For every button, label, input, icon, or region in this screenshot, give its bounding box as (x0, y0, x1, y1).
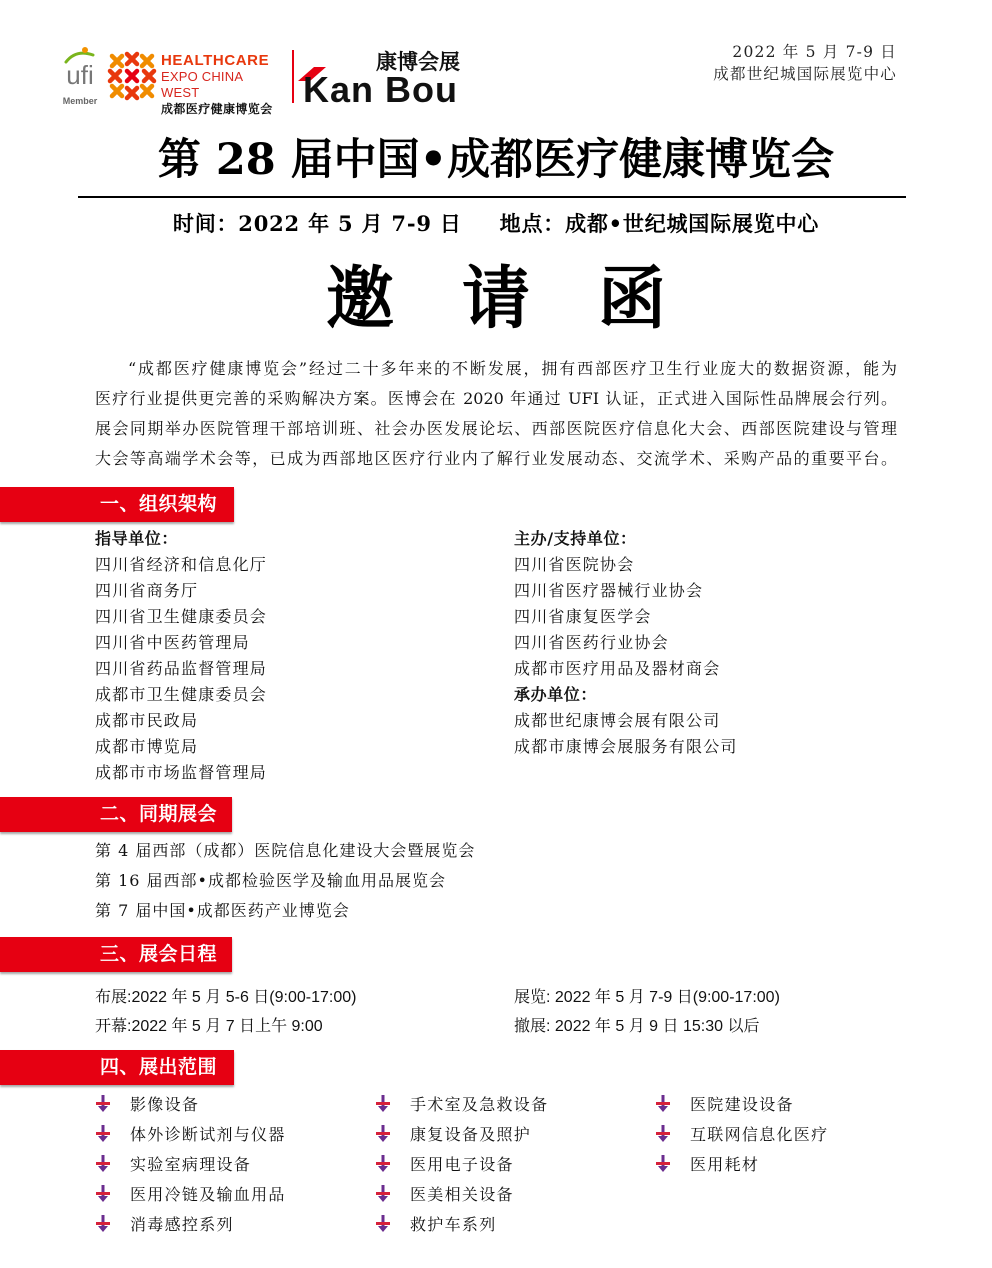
list-item (95, 1180, 286, 1210)
list-item (375, 1180, 548, 1210)
scope-column-2 (375, 1090, 548, 1240)
scope-item-label: 康复设备及照护 (410, 1125, 532, 1144)
list-item: 四川省卫生健康委员会 (95, 607, 268, 626)
ufi-wordmark: ufi (66, 60, 94, 90)
list-item (375, 1090, 548, 1120)
section-heading-concurrent: 二、同期展会 (0, 797, 232, 832)
intro-line: “成都医疗健康博览会”经过二十多年来的不断发展，拥有西部医疗卫生行业庞大的数据资源，能为 (128, 359, 897, 378)
schedule-setup: 布展:2022 年 5 月 5-6 日(9:00-17:00) (95, 989, 357, 1006)
title-divider (78, 196, 906, 198)
scope-item-label: 医用电子设备 (410, 1155, 514, 1174)
list-item: 第 4 届西部（成都）医院信息化建设大会暨展览会 (95, 841, 476, 860)
bullet-arrow-icon (375, 1125, 391, 1143)
scope-item-label: 医院建设设备 (690, 1095, 794, 1114)
scope-item-label: 消毒感控系列 (130, 1215, 234, 1234)
list-item (95, 1120, 286, 1150)
list-item: 四川省药品监督管理局 (95, 659, 268, 678)
list-item: 四川省医疗器械行业协会 (514, 581, 704, 600)
event-time: 时间：2022 年 5 月 7-9 日 (172, 211, 462, 236)
list-item (375, 1120, 548, 1150)
intro-paragraph (95, 354, 897, 474)
list-item (375, 1210, 548, 1240)
organizer-units-label: 承办单位： (514, 685, 598, 704)
host-units-label: 主办/支持单位： (514, 529, 637, 548)
list-item: 四川省商务厅 (95, 581, 199, 600)
list-item: 成都市医疗用品及器材商会 (514, 659, 721, 678)
list-item: 第 16 届西部•成都检验医学及输血用品展览会 (95, 871, 446, 890)
logo-divider (292, 50, 294, 103)
expo-logo-line-2: EXPO CHINA WEST (161, 69, 243, 100)
list-item (655, 1090, 828, 1120)
ufi-member-label: Member (62, 96, 98, 106)
bullet-arrow-icon (655, 1125, 671, 1143)
kanbou-logo-chinese: 康博会展 (376, 50, 460, 74)
event-place: 地点：成都•世纪城国际展览中心 (499, 211, 820, 236)
guide-units-label: 指导单位： (95, 529, 179, 548)
list-item (95, 1150, 286, 1180)
list-item: 成都世纪康博会展有限公司 (514, 711, 721, 730)
list-item: 四川省医院协会 (514, 555, 635, 574)
scope-item-label: 医用冷链及输血用品 (130, 1185, 286, 1204)
bullet-arrow-icon (375, 1185, 391, 1203)
event-time-place (0, 210, 992, 238)
list-item: 四川省经济和信息化厅 (95, 555, 268, 574)
intro-line: 医疗行业提供更完善的采购解决方案。医博会在 2020 年通过 UFI 认证，正式进入国际性品牌展会行列。 (95, 389, 897, 408)
bullet-arrow-icon (95, 1215, 111, 1233)
header-event-info (713, 41, 897, 85)
healthcare-expo-logo-icon (107, 51, 157, 101)
kanbou-logo-english: Kan Bou (303, 69, 458, 110)
list-item: 四川省康复医学会 (514, 607, 652, 626)
scope-item-label: 医用耗材 (690, 1155, 760, 1174)
list-item: 四川省医药行业协会 (514, 633, 669, 652)
section-heading-organization: 一、组织架构 (0, 487, 234, 522)
scope-item-label: 手术室及急救设备 (410, 1095, 549, 1114)
list-item: 成都市康博会展服务有限公司 (514, 737, 738, 756)
schedule-exhibition: 展览: 2022 年 5 月 7-9 日(9:00-17:00) (514, 989, 780, 1006)
bullet-arrow-icon (655, 1095, 671, 1113)
page-title: 第 28 届中国•成都医疗健康博览会 (157, 135, 835, 185)
scope-item-label: 救护车系列 (410, 1215, 497, 1234)
invitation-heading: 邀 请 函 (325, 260, 666, 339)
expo-logo-line-3: 成都医疗健康博览会 (161, 102, 273, 116)
list-item (655, 1120, 828, 1150)
scope-item-label: 医美相关设备 (410, 1185, 514, 1204)
list-item (95, 1210, 286, 1240)
bullet-arrow-icon (375, 1095, 391, 1113)
bullet-arrow-icon (655, 1155, 671, 1173)
list-item (375, 1150, 548, 1180)
concurrent-expos-list (95, 836, 475, 926)
bullet-arrow-icon (95, 1125, 111, 1143)
guide-units-column (95, 526, 267, 786)
schedule-left-column (95, 983, 356, 1041)
list-item: 成都市卫生健康委员会 (95, 685, 268, 704)
list-item: 第 7 届中国•成都医药产业博览会 (95, 901, 350, 920)
section-heading-schedule: 三、展会日程 (0, 937, 232, 972)
header-venue: 成都世纪城国际展览中心 (713, 65, 897, 83)
list-item (95, 1090, 286, 1120)
intro-line: 展会同期举办医院管理干部培训班、社会办医发展论坛、西部医院医疗信息化大会、西部医院建设与管理 (95, 419, 897, 438)
schedule-teardown: 撤展: 2022 年 5 月 9 日 15:30 以后 (514, 1018, 760, 1035)
list-item (655, 1150, 828, 1180)
ufi-member-logo (60, 46, 100, 106)
expo-logo-line-1: HEALTHCARE (161, 52, 270, 69)
header-date: 2022 年 5 月 7-9 日 (732, 43, 897, 61)
list-item: 四川省中医药管理局 (95, 633, 250, 652)
list-item: 成都市市场监督管理局 (95, 763, 268, 782)
bullet-arrow-icon (375, 1155, 391, 1173)
list-item: 成都市民政局 (95, 711, 199, 730)
scope-item-label: 影像设备 (130, 1095, 200, 1114)
list-item: 成都市博览局 (95, 737, 199, 756)
schedule-opening: 开幕:2022 年 5 月 7 日上午 9:00 (95, 1018, 323, 1035)
scope-item-label: 体外诊断试剂与仪器 (130, 1125, 286, 1144)
bullet-arrow-icon (95, 1095, 111, 1113)
scope-item-label: 实验室病理设备 (130, 1155, 252, 1174)
bullet-arrow-icon (375, 1215, 391, 1233)
scope-item-label: 互联网信息化医疗 (690, 1125, 829, 1144)
intro-line: 大会等高端学术会等，已成为西部地区医疗行业内了解行业发展动态、交流学术、采购产品的重要平台。 (95, 449, 897, 468)
section-heading-scope: 四、展出范围 (0, 1050, 234, 1085)
host-units-column (514, 526, 738, 760)
healthcare-expo-wordmark (161, 53, 281, 117)
schedule-right-column (514, 983, 780, 1041)
scope-column-3 (655, 1090, 828, 1180)
bullet-arrow-icon (95, 1155, 111, 1173)
bullet-arrow-icon (95, 1185, 111, 1203)
scope-column-1 (95, 1090, 286, 1240)
